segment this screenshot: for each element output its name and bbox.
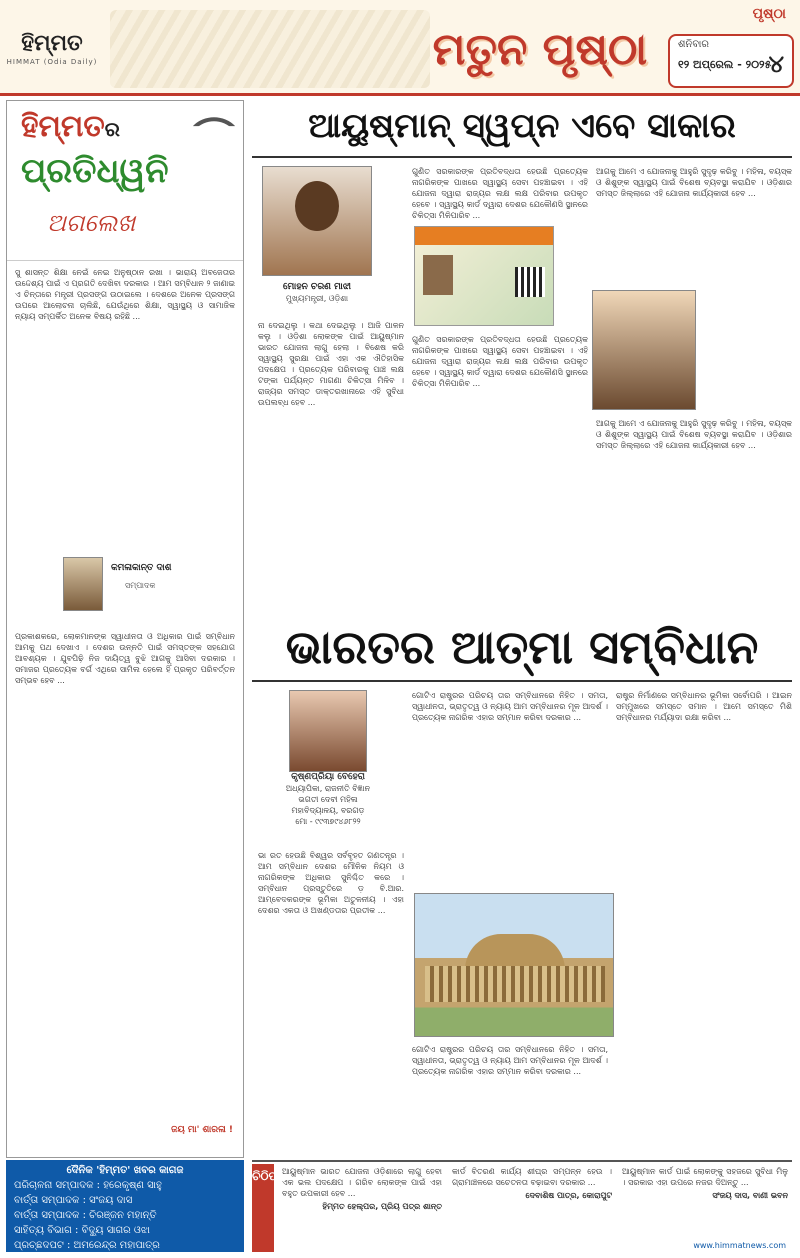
credit-line: ସାହିତ୍ୟ ବିଭାଗ : ବିଦ୍ୟୁ ସାଗର ଓଝା xyxy=(14,1225,150,1236)
parliament-image xyxy=(414,893,614,1037)
letter-author: ହିମ୍ମତ ହେଲ୍ପର, ପ୍ରିୟ ପତ୍ର ଶାନ୍ତ xyxy=(322,1202,442,1211)
article1-col3: ଆଗକୁ ଆମେ ଏ ଯୋଜନାକୁ ଆହୁରି ସୁଦୃଢ଼ କରିବୁ । ମହିଳା, ବୟସ୍କ ଓ ଶିଶୁଙ୍କ ସ୍ୱାସ୍ଥ୍ୟ ପାଇଁ ବିଶେଷ ବ୍ୟବସ୍ଥା କରାଯିବ । ଓଡ଼ିଶାର ସମସ୍ତ ଜିଲ୍ଲାରେ ଏହି ଯୋଜନା କାର୍ଯ୍ୟକାରୀ ହେବ ... xyxy=(596,167,792,198)
date-page-box xyxy=(668,6,794,88)
photo-caption-role: ମୁଖ୍ୟମନ୍ତ୍ରୀ, ଓଡ଼ିଶା xyxy=(285,294,349,303)
divider xyxy=(252,156,792,158)
issue-date: ୧୨ ଅପ୍ରେଲ - ୨୦୨୫ xyxy=(678,58,772,71)
letter xyxy=(282,1166,442,1212)
author-line: ମହାବିଦ୍ୟାଳୟ, ବରଗଡ଼ xyxy=(291,806,365,815)
article1-col2b: ଗୁଣିତ ସରକାରଙ୍କ ପ୍ରତିବଦ୍ଧତା ହେଉଛି ପ୍ରତ୍ୟେକ ନାଗରିକଙ୍କ ପାଖରେ ସ୍ୱାସ୍ଥ୍ୟ ସେବା ପହଞ୍ଚାଇବା । ଏହି ଯୋଜନା ଦ୍ୱାରା ରାଜ୍ୟର ଲକ୍ଷ ଲକ୍ଷ ପରିବାର ଉପକୃତ ହେବେ । ସ୍ୱାସ୍ଥ୍ୟ କାର୍ଡ ଦ୍ୱାରା ଦେଶର ଯେକୌଣସି ସ୍ଥାନରେ ଚିକିତ୍ସା ମିଳିପାରିବ ... xyxy=(412,335,588,388)
article1-col2: ଗୁଣିତ ସରକାରଙ୍କ ପ୍ରତିବଦ୍ଧତା ହେଉଛି ପ୍ରତ୍ୟେକ ନାଗରିକଙ୍କ ପାଖରେ ସ୍ୱାସ୍ଥ୍ୟ ସେବା ପହଞ୍ଚାଇବା । ଏହି ଯୋଜନା ଦ୍ୱାରା ରାଜ୍ୟର ଲକ୍ଷ ଲକ୍ଷ ପରିବାର ଉପକୃତ ହେବେ । ସ୍ୱାସ୍ଥ୍ୟ କାର୍ଡ ଦ୍ୱାରା ଦେଶର ଯେକୌଣସି ସ୍ଥାନରେ ଚିକିତ୍ସା ମିଳିପାରିବ ... xyxy=(412,167,588,220)
brand-name xyxy=(21,109,120,144)
page-label: ପୃଷ୍ଠା xyxy=(752,6,786,22)
article2-col1: ଭା ରତ ହେଉଛି ବିଶ୍ୱର ସର୍ବବୃହତ ଗଣତନ୍ତ୍ର । ଆମ ସମ୍ବିଧାନ ଦେଶର ମୌଳିକ ନିୟମ ଓ ନାଗରିକଙ୍କ ଅଧିକାର ସୁନିଶ୍ଚିତ କରେ । ସମ୍ବିଧାନ ପ୍ରସ୍ତୁତିରେ ଡ଼ ବି.ଆର. ଆମ୍ବେଦକରଙ୍କ ଭୂମିକା ଅତୁଳନୀୟ । ଏହା ଦେଶର ଏକତା ଓ ଅଖଣ୍ଡତାର ପ୍ରତୀକ ... xyxy=(258,851,404,915)
credit-line: ପ୍ରଚ୍ଛଦପଟ : ଅମରେନ୍ଦ୍ର ମହାପାତ୍ର xyxy=(14,1240,160,1251)
newspaper-logo xyxy=(6,8,98,88)
parliament-dome xyxy=(465,934,565,970)
weekday: ଶନିବାର xyxy=(678,39,710,50)
column-name: ପ୍ରତିଧ୍ୱନି xyxy=(21,151,169,191)
qr-code-icon xyxy=(515,267,545,297)
masthead-decoration xyxy=(110,10,430,88)
article2-col2: ଗୋଟିଏ ରାଷ୍ଟ୍ରର ପରିଚୟ ତାର ସମ୍ବିଧାନରେ ନିହିତ । ସମତା, ସ୍ୱାଧୀନତା, ଭ୍ରାତୃତ୍ୱ ଓ ନ୍ୟାୟ ଆମ ସମ୍ବିଧାନର ମୂଳ ଆଦର୍ଶ । ପ୍ରତ୍ୟେକ ନାଗରିକ ଏହାର ସମ୍ମାନ କରିବା ଦରକାର ... xyxy=(412,691,608,722)
logo-word: ହିମ୍ମତ xyxy=(21,30,83,56)
article1-photo-box xyxy=(258,166,376,310)
author-line: ଭଗତୀ ଦେବୀ ମହିଳା xyxy=(298,795,358,804)
credit-line: ପରିଚାଳନା ସମ୍ପାଦକ : ହରେକୃଷ୍ଣ ସାହୁ xyxy=(14,1180,162,1191)
author-name: କୃଷ୍ଣପ୍ରିୟା ବେହେରା xyxy=(291,772,365,782)
article1-col3b: ଆଗକୁ ଆମେ ଏ ଯୋଜନାକୁ ଆହୁରି ସୁଦୃଢ଼ କରିବୁ । ମହିଳା, ବୟସ୍କ ଓ ଶିଶୁଙ୍କ ସ୍ୱାସ୍ଥ୍ୟ ପାଇଁ ବିଶେଷ ବ୍ୟବସ୍ଥା କରାଯିବ । ଓଡ଼ିଶାର ସମସ୍ତ ଜିଲ୍ଲାରେ ଏହି ଯୋଜନା କାର୍ଯ୍ୟକାରୀ ହେବ ... xyxy=(596,419,792,450)
writer-photo xyxy=(63,557,103,611)
column-brand xyxy=(7,101,243,261)
writer-role: ସମ୍ପାଦକ xyxy=(125,581,156,590)
editorial-text-1: ସୁ ଶାସନ୍ତ ଶିକ୍ଷା ନେଇଁ ନେଇ ଅନୁଷ୍ଠାନ ରଖା । ଭାରାୟ ଅବଜେତାର ଉଦ୍ଦେଶ୍ୟ ପାଇଁ ଏ ପ୍ରଗତି ଦେଖିବା ଦରକାର । ଆମ ସମ୍ବିଧାନ ୨ ଜାଣାଇ ଏ ଚିନ୍ତାରେ ମନ୍ତ୍ରୀ ପ୍ରସଙ୍ଗ ଉଠାଇଲେ । ଦେଶରେ ଅନେକ ପ୍ରସଙ୍ଗ ଉପରେ ଆଲୋଚନା ଚାଲିଛି, ଯେଉଁଥିରେ ଶିକ୍ଷା, ସ୍ୱାସ୍ଥ୍ୟ ଓ ସାମାଜିକ ନ୍ୟାୟ ସମ୍ପର୍କିତ ଅନେକ ବିଷୟ ରହିଛି ... xyxy=(15,268,235,321)
letter xyxy=(452,1166,612,1201)
page-number: ୪ xyxy=(768,50,784,78)
letter xyxy=(622,1166,788,1201)
sign-off: ଜୟ ମା' ଶାରଳା ! xyxy=(171,1125,233,1135)
parliament-columns xyxy=(425,966,605,1002)
brand-word: ହିମ୍ମତ xyxy=(21,109,105,144)
broadcast-icon xyxy=(193,105,235,147)
writer-name: କମଳାକାନ୍ତ ଦାଶ xyxy=(111,563,172,573)
article2-col3: ରାଷ୍ଟ୍ର ନିର୍ମାଣରେ ସମ୍ବିଧାନର ଭୂମିକା ସର୍ବୋପରି । ଆଇନ ସମ୍ମୁଖରେ ସମସ୍ତେ ସମାନ । ଆମେ ସମସ୍ତେ ମିଶି ସମ୍ବିଧାନର ମର୍ଯ୍ୟାଦା ରକ୍ଷା କରିବା ... xyxy=(616,691,792,722)
article1-headline: ଆୟୁଷ୍ମାନ୍ ସ୍ୱପ୍ନ ଏବେ ସାକାର xyxy=(308,106,736,146)
article1-col1: ନା ଦେଇଥିଲୁ । କଥା ଦେଇଥିଲୁ । ଆଜି ପାଳନ କଲୁ । ଓଡ଼ିଶା ଲୋକଙ୍କ ପାଇଁ ଆୟୁଷ୍ମାନ ଭାରତ ଯୋଜନା ଲାଗୁ ହେଲା । ବିଶେଷ କରି ସ୍ୱାସ୍ଥ୍ୟ ସୁରକ୍ଷା ପାଇଁ ଏହା ଏକ ଐତିହାସିକ ପଦକ୍ଷେପ । ପ୍ରତ୍ୟେକ ପରିବାରକୁ ପାଞ୍ଚ ଲକ୍ଷ ଟଙ୍କା ପର୍ଯ୍ୟନ୍ତ ମାଗଣା ଚିକିତ୍ସା ମିଳିବ । ରାଜ୍ୟର ସମସ୍ତ ଡାକ୍ତରଖାନାରେ ଏହି ସୁବିଧା ଉପଲବ୍ଧ ହେବ ... xyxy=(258,321,404,407)
author-photo xyxy=(289,690,367,772)
credits-heading: ଦୈନିକ 'ହିମ୍ମତ' ଖବର କାଗଜ xyxy=(66,1165,184,1176)
author-phone: ମୋ - ୯୯୩୭୯୪୬୮୨୨ xyxy=(295,817,361,826)
card-photo xyxy=(423,255,453,295)
author-line: ଅଧ୍ୟାପିକା, ରାଜନୀତି ବିଜ୍ଞାନ xyxy=(285,784,371,793)
minister-photo xyxy=(592,290,696,410)
masthead xyxy=(0,0,800,96)
editorial-text-2: ପ୍ରକାଶକରେ, ଲୋକମାନଙ୍କ ସ୍ୱାଧୀନତା ଓ ଅଧିକାର ପାଇଁ ସମ୍ବିଧାନ ଆମକୁ ପଥ ଦେଖାଏ । ଦେଶର ଉନ୍ନତି ପାଇଁ ସମସ୍ତଙ୍କ ସହଯୋଗ ଆବଶ୍ୟକ । ଯୁବପିଢ଼ି ନିଜ ଦାୟିତ୍ୱ ବୁଝି ଆଗକୁ ଆସିବା ଦରକାର । ସମାଜର ପ୍ରତ୍ୟେକ ବର୍ଗ ଏଥିରେ ସାମିଲ ହେଲେ ହିଁ ପ୍ରକୃତ ପରିବର୍ତ୍ତନ ସମ୍ଭବ ହେବ ... xyxy=(15,632,235,685)
credit-line: ବାର୍ତ୍ତା ସମ୍ପାଦକ : ସଂଜୟ ଦାସ xyxy=(14,1195,133,1206)
column-subtitle: ଅଗଲେଖ xyxy=(47,209,136,237)
chief-minister-photo xyxy=(262,166,372,276)
photo-caption-name: ମୋହନ ଚରଣ ମାଝୀ xyxy=(283,282,351,292)
brand-genitive: ର xyxy=(104,117,120,141)
logo-subtitle: HIMMAT (Odia Daily) xyxy=(6,58,98,66)
letter-author: ସଂଜୟ ଦାସ, ବାଣୀ ଭବନ xyxy=(712,1191,788,1200)
editorial-column xyxy=(6,100,244,1158)
health-card-image xyxy=(414,226,554,326)
card-header-strip xyxy=(415,227,553,245)
letter-text: ଆୟୁଷ୍ମାନ ଭାରତ ଯୋଜନା ଓଡ଼ିଶାରେ ଲାଗୁ ହେବା ଏକ ଭଲ ପଦକ୍ଷେପ । ଗରିବ ଲୋକଙ୍କ ପାଇଁ ଏହା ବହୁତ ଉପକାରୀ ହେବ ... xyxy=(282,1167,442,1198)
credits-box xyxy=(6,1160,244,1252)
credit-line: ବାର୍ତ୍ତା ସମ୍ପାଦକ : ଚିରଞ୍ଜନ ମହାନ୍ତି xyxy=(14,1210,157,1221)
writer-byline xyxy=(15,555,235,621)
author-box xyxy=(258,690,398,840)
letter-author: ଦେବାଶିଷ ପାତ୍ର, କୋରାପୁଟ xyxy=(525,1191,612,1200)
article2-headline: ଭାରତର ଆତ୍ମା ସମ୍ବିଧାନ xyxy=(285,620,759,674)
divider xyxy=(252,680,792,682)
website-link[interactable]: www.himmatnews.com xyxy=(693,1241,786,1250)
article2-col2b: ଗୋଟିଏ ରାଷ୍ଟ୍ରର ପରିଚୟ ତାର ସମ୍ବିଧାନରେ ନିହିତ । ସମତା, ସ୍ୱାଧୀନତା, ଭ୍ରାତୃତ୍ୱ ଓ ନ୍ୟାୟ ଆମ ସମ୍ବିଧାନର ମୂଳ ଆଦର୍ଶ । ପ୍ରତ୍ୟେକ ନାଗରିକ ଏହାର ସମ୍ମାନ କରିବା ଦରକାର ... xyxy=(412,1045,608,1076)
letters-tag: ଚିଠିପତ୍ର xyxy=(252,1164,274,1252)
letter-text: ଆୟୁଷ୍ମାନ କାର୍ଡ ପାଇଁ ଲୋକଙ୍କୁ ସହଜରେ ସୁବିଧା ମିଳୁ । ସରକାର ଏହା ଉପରେ ନଜର ଦିଅନ୍ତୁ ... xyxy=(622,1167,788,1187)
page-title: ମତୁନ ପୃଷ୍ଠା xyxy=(432,23,648,75)
letters-section xyxy=(252,1160,792,1252)
letter-text: କାର୍ଡ ବିତରଣ କାର୍ଯ୍ୟ ଶୀଘ୍ର ସମ୍ପନ୍ନ ହେଉ । ଗ୍ରାମାଞ୍ଚଳରେ ସଚେତନତା ବଢ଼ାଇବା ଦରକାର ... xyxy=(452,1167,612,1187)
